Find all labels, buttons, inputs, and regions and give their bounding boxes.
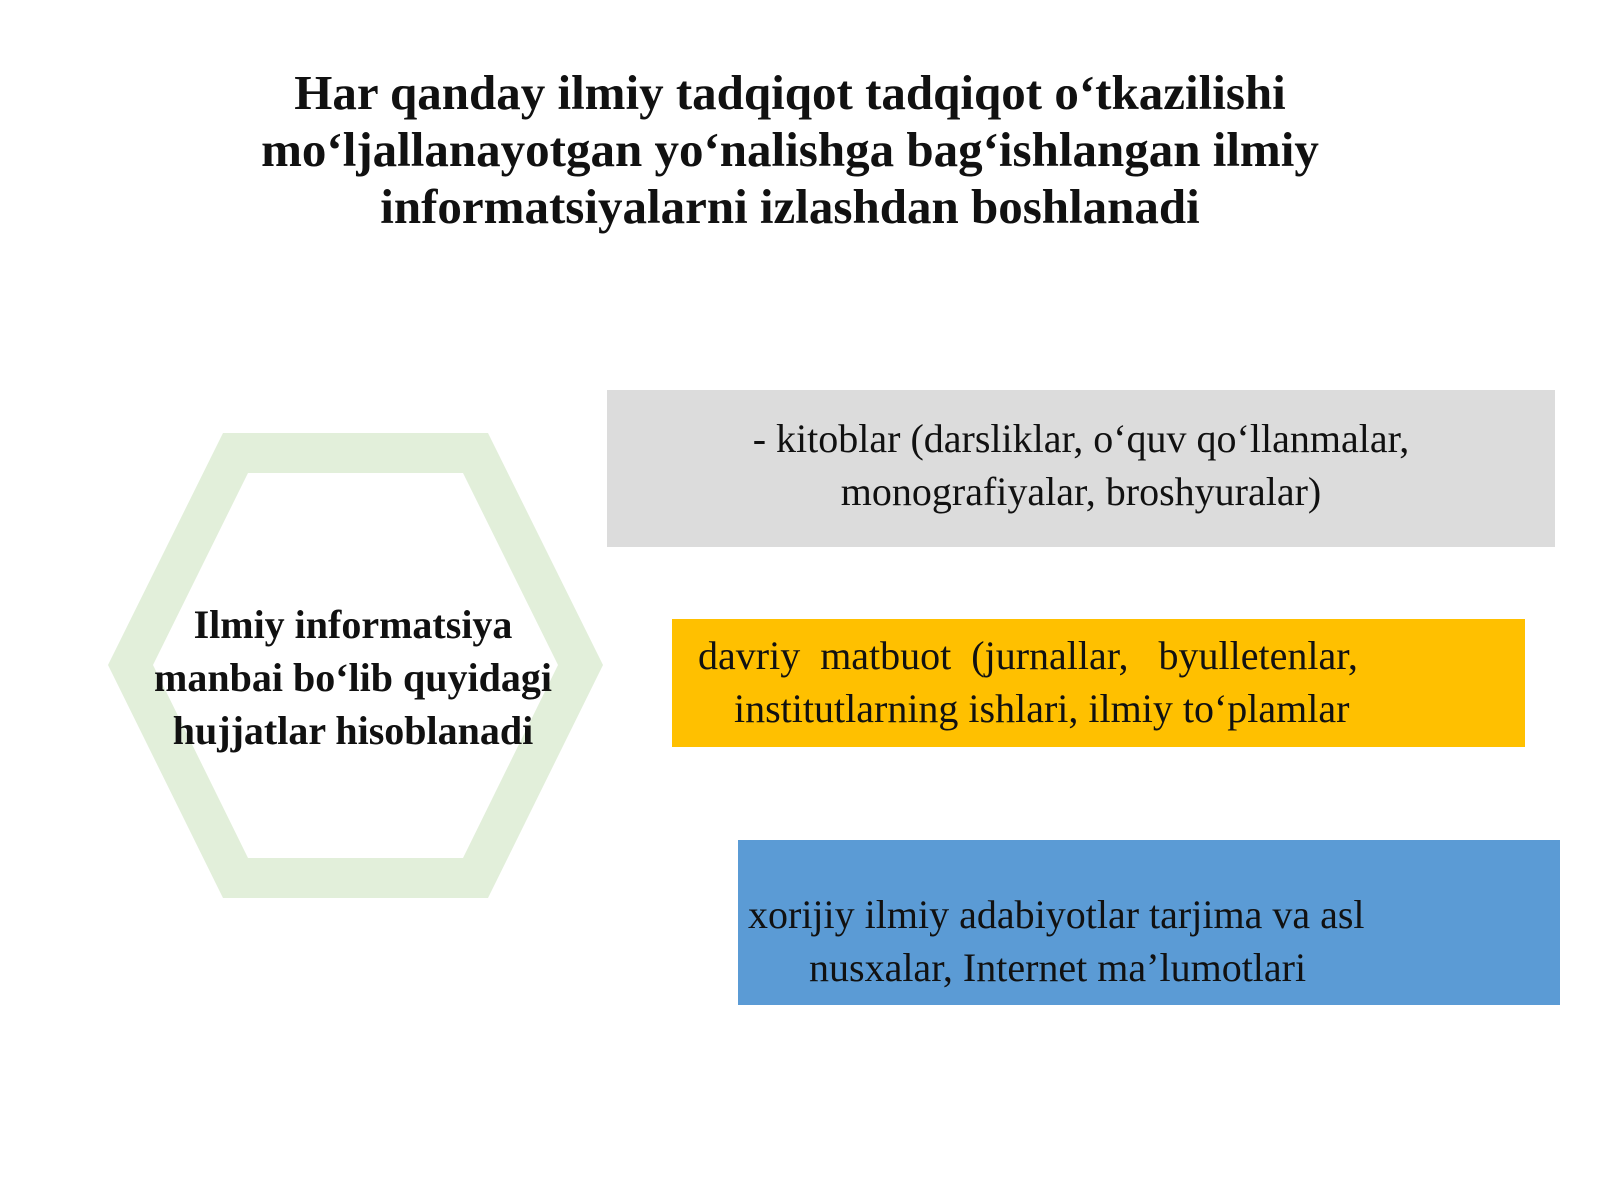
- foreign-literature-line: nusxalar, Internet ma’lumotlari: [809, 945, 1307, 990]
- books-box: [607, 390, 1555, 547]
- hexagon-label: [118, 598, 588, 757]
- title-line: informatsiyalarni izlashdan boshlanadi: [380, 179, 1200, 234]
- books-line: - kitoblar (darsliklar, o‘quv qo‘llanmalar,: [752, 416, 1410, 461]
- foreign-literature-box: [738, 840, 1560, 1005]
- hexagon-label-line: hujjatlar hisoblanadi: [172, 708, 534, 753]
- books-line: monografiyalar, broshyuralar): [840, 469, 1322, 514]
- periodicals-line: institutlarning ishlari, ilmiy to‘plamlar: [734, 686, 1350, 731]
- title-line: mo‘ljallanayotgan yo‘nalishga bag‘ishlangan ilmiy: [261, 122, 1319, 177]
- hexagon-label-line: Ilmiy informatsiya: [193, 602, 513, 647]
- periodicals-box: [672, 619, 1525, 747]
- periodicals-line: davriy matbuot (jurnallar, byulletenlar,: [698, 633, 1358, 678]
- title-line: Har qanday ilmiy tadqiqot tadqiqot o‘tkazilishi: [294, 65, 1286, 120]
- foreign-literature-line: xorijiy ilmiy adabiyotlar tarjima va asl: [748, 892, 1365, 937]
- slide-title: [160, 64, 1420, 235]
- hexagon-label-line: manbai bo‘lib quyidagi: [154, 655, 552, 700]
